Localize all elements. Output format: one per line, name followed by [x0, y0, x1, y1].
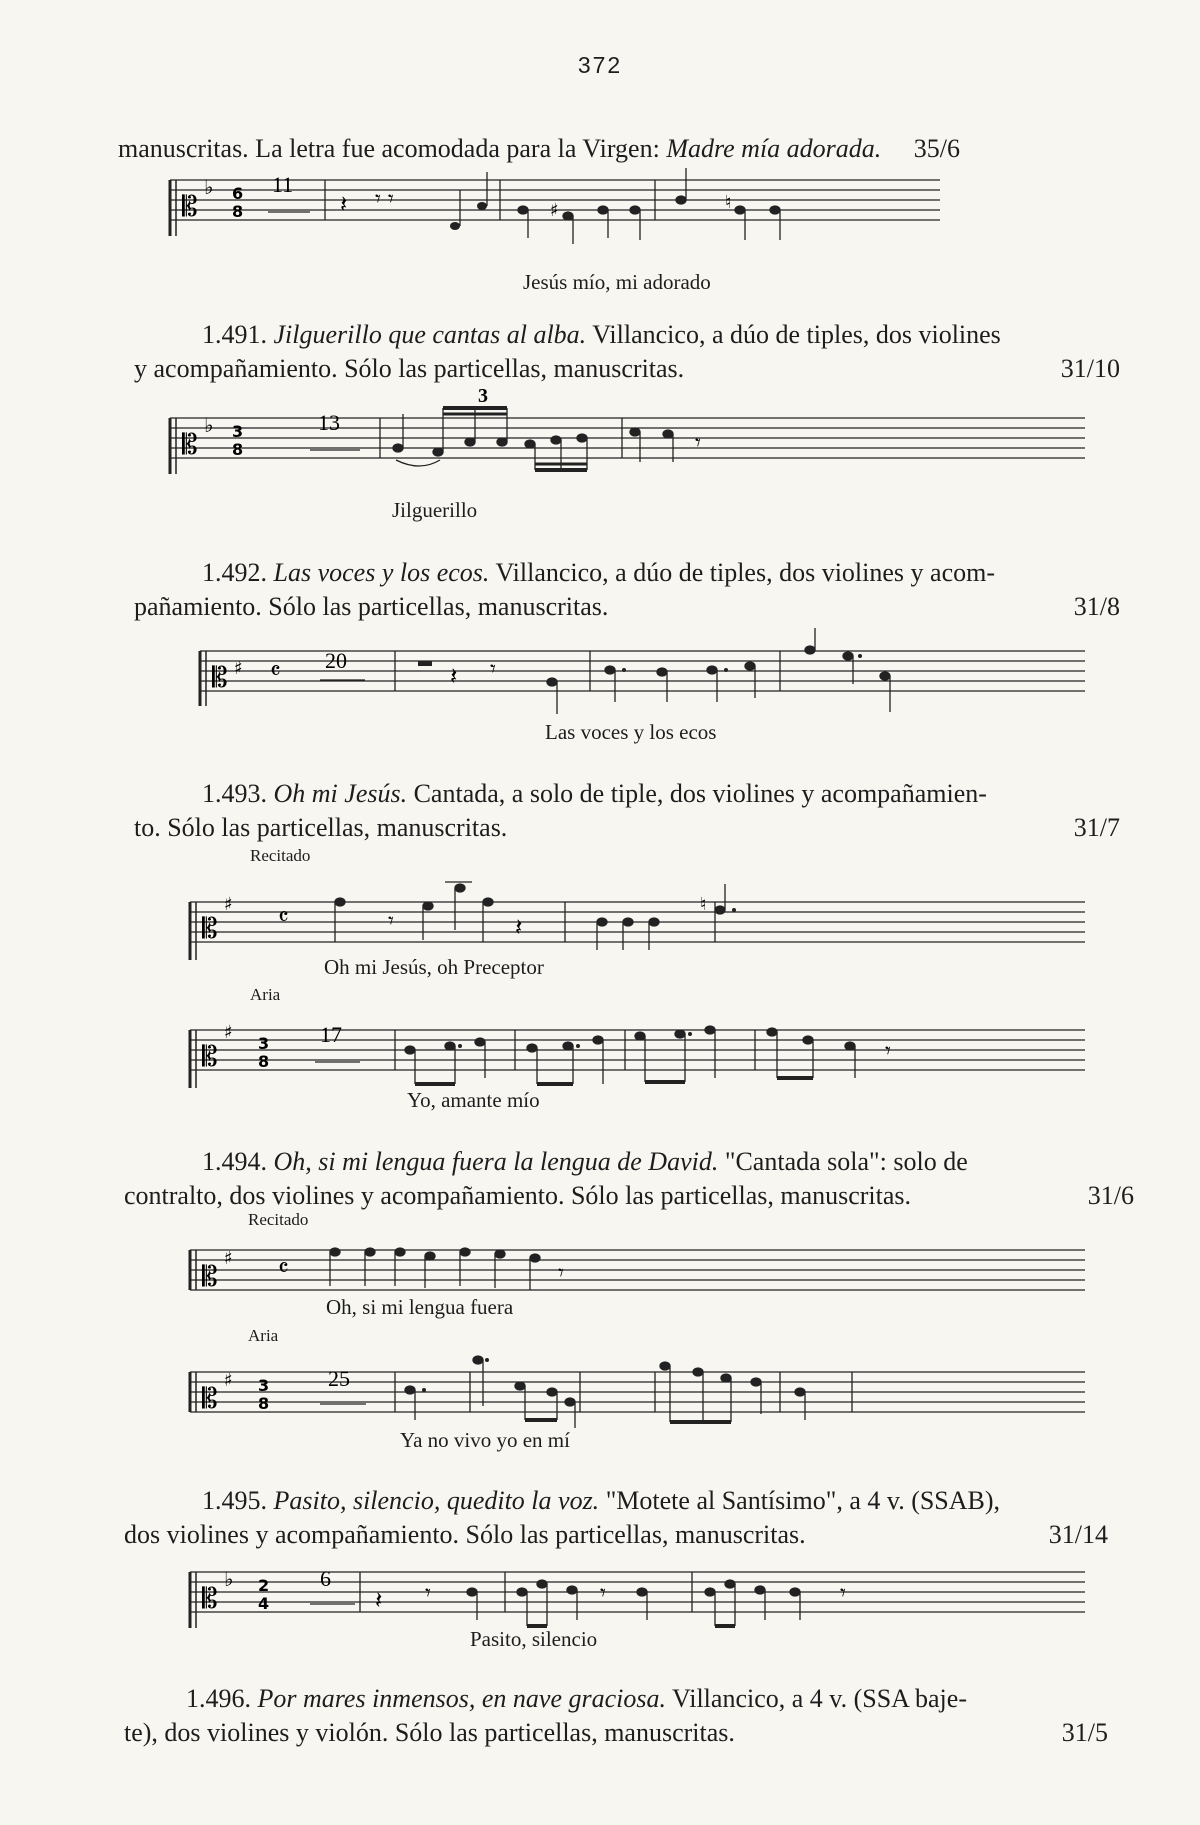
- entry-1494-line1: [202, 1147, 968, 1177]
- svg-text:𝄡: 𝄡: [202, 1040, 218, 1073]
- svg-text:♯: ♯: [550, 200, 559, 221]
- entry-reference: 31/8: [1073, 592, 1120, 621]
- music-incipit-madre-mia: [160, 166, 950, 246]
- incipit-lyric: Oh, si mi lengua fuera: [326, 1295, 514, 1319]
- measure-count: 20: [325, 648, 347, 673]
- intro-line: [118, 134, 881, 164]
- section-label-aria: Aria: [248, 1326, 279, 1345]
- intro-text: manuscritas. La letra fue acomodada para la Virgen:: [118, 134, 667, 163]
- measure-count: 25: [328, 1366, 350, 1391]
- svg-text:𝄾 𝄾: 𝄾 𝄾: [375, 187, 394, 212]
- svg-text:𝄴: 𝄴: [270, 659, 281, 685]
- svg-text:𝄡: 𝄡: [212, 661, 228, 694]
- entry-1493-line2: to. Sólo las particellas, manuscritas.: [134, 813, 508, 842]
- measure-count: 13: [318, 410, 340, 435]
- incipit-lyric: Jilguerillo: [392, 498, 478, 522]
- section-label-aria: Aria: [250, 985, 281, 1004]
- svg-text:𝄽: 𝄽: [450, 662, 458, 690]
- measure-count: 17: [320, 1022, 342, 1047]
- entry-number: 1.491.: [202, 320, 267, 349]
- music-incipit-oh-mi-jesus-recitado: [160, 870, 1090, 960]
- svg-text:𝄽: 𝄽: [515, 913, 523, 941]
- entry-number: 1.492.: [202, 558, 267, 587]
- entry-title: Por mares inmensos, en nave graciosa.: [257, 1684, 666, 1713]
- entry-reference: 31/14: [1048, 1520, 1108, 1549]
- intro-reference: 35/6: [913, 134, 960, 163]
- entry-description: "Motete al Santísimo", a 4 v. (SSAB),: [605, 1486, 1001, 1515]
- incipit-lyric: Ya no vivo yo en mí: [400, 1428, 570, 1452]
- music-incipit-oh-mi-jesus-aria: [160, 1008, 1090, 1098]
- incipit-lyric: Jesús mío, mi adorado: [523, 270, 711, 294]
- entry-reference: 31/6: [1087, 1181, 1134, 1210]
- svg-text:4: 4: [258, 1594, 270, 1613]
- music-incipit-oh-si-mi-lengua-aria: [160, 1346, 1090, 1436]
- incipit-lyric: Yo, amante mío: [407, 1088, 540, 1112]
- entry-1491-line1: [202, 320, 1001, 350]
- entry-reference: 31/10: [1060, 354, 1120, 383]
- entry-description: "Cantada sola": solo de: [724, 1147, 968, 1176]
- entry-number: 1.494.: [202, 1147, 267, 1176]
- svg-text:♭: ♭: [204, 413, 214, 437]
- entry-1491-line2: y acompañamiento. Sólo las particellas, manuscritas.: [134, 354, 685, 383]
- svg-text:3: 3: [232, 422, 244, 441]
- entry-1495-line2: dos violines y acompañamiento. Sólo las particellas, manuscritas.: [124, 1520, 806, 1549]
- entry-title: Jilguerillo que cantas al alba.: [273, 320, 587, 349]
- page-number: 372: [577, 52, 623, 78]
- entry-title: Pasito, silencio, quedito la voz.: [273, 1486, 600, 1515]
- tuplet-number: 3: [478, 385, 488, 407]
- entry-description: Villancico, a dúo de tiples, dos violines: [592, 320, 1001, 349]
- entry-reference: 31/5: [1061, 1718, 1108, 1747]
- svg-text:𝄾: 𝄾: [600, 1581, 606, 1606]
- svg-text:𝄡: 𝄡: [202, 912, 218, 945]
- svg-text:8: 8: [232, 202, 244, 221]
- svg-text:𝄽: 𝄽: [340, 190, 348, 218]
- svg-text:𝄡: 𝄡: [202, 1382, 218, 1415]
- svg-text:𝄡: 𝄡: [182, 428, 198, 461]
- svg-text:𝄾: 𝄾: [695, 431, 701, 456]
- section-label-recitado: Recitado: [250, 846, 311, 865]
- svg-text:3: 3: [258, 1376, 270, 1395]
- incipit-lyric: Oh mi Jesús, oh Preceptor: [324, 955, 544, 979]
- measure-count: 6: [320, 1566, 331, 1591]
- music-incipit-pasito-silencio: [160, 1548, 1090, 1638]
- svg-text:♭: ♭: [204, 175, 214, 199]
- svg-text:♭: ♭: [224, 1567, 234, 1591]
- entry-1496-line2: te), dos violines y violón. Sólo las particellas, manuscritas.: [124, 1718, 735, 1747]
- entry-number: 1.493.: [202, 779, 267, 808]
- svg-text:6: 6: [232, 184, 244, 203]
- entry-1492-line1: [202, 558, 995, 588]
- svg-text:3: 3: [258, 1034, 270, 1053]
- svg-text:♯: ♯: [224, 1370, 233, 1391]
- svg-text:𝄡: 𝄡: [202, 1582, 218, 1615]
- music-incipit-jilguerillo: [160, 385, 1090, 488]
- music-incipit-oh-si-mi-lengua-recitado: [160, 1230, 1090, 1320]
- svg-text:2: 2: [258, 1576, 270, 1595]
- svg-text:♯: ♯: [224, 894, 233, 915]
- svg-text:♯: ♯: [234, 658, 243, 679]
- svg-text:♮: ♮: [700, 894, 707, 915]
- svg-text:𝄾: 𝄾: [490, 657, 496, 682]
- entry-description: Cantada, a solo de tiple, dos violines y acompañamien-: [413, 779, 987, 808]
- svg-text:𝄽: 𝄽: [375, 1586, 383, 1614]
- svg-text:♮: ♮: [725, 192, 732, 213]
- entry-description: Villancico, a dúo de tiples, dos violines y acom-: [495, 558, 995, 587]
- incipit-lyric: Pasito, silencio: [470, 1627, 598, 1651]
- svg-text:𝄡: 𝄡: [202, 1260, 218, 1293]
- entry-title: Las voces y los ecos.: [273, 558, 490, 587]
- svg-text:8: 8: [258, 1052, 270, 1071]
- entry-number: 1.496.: [186, 1684, 251, 1713]
- svg-text:𝄾: 𝄾: [885, 1039, 891, 1064]
- entry-reference: 31/7: [1073, 813, 1120, 842]
- music-incipit-las-voces: [160, 626, 1090, 726]
- svg-text:𝄴: 𝄴: [278, 1256, 289, 1282]
- entry-title: Oh, si mi lengua fuera la lengua de David.: [273, 1147, 719, 1176]
- entry-1492-line2: pañamiento. Sólo las particellas, manuscritas.: [134, 592, 609, 621]
- svg-text:♯: ♯: [224, 1022, 233, 1043]
- measure-count: 11: [272, 172, 294, 197]
- entry-number: 1.495.: [202, 1486, 267, 1515]
- svg-text:𝄾: 𝄾: [425, 1581, 431, 1606]
- entry-1495-line1: [202, 1486, 1000, 1516]
- incipit-lyric: Las voces y los ecos: [545, 720, 717, 744]
- intro-title: Madre mía adorada.: [666, 134, 882, 163]
- svg-text:𝄴: 𝄴: [278, 905, 289, 931]
- svg-text:8: 8: [232, 440, 244, 459]
- svg-text:𝄾: 𝄾: [840, 1581, 846, 1606]
- svg-text:𝄾: 𝄾: [388, 909, 394, 934]
- entry-description: Villancico, a 4 v. (SSA baje-: [672, 1684, 967, 1713]
- svg-text:♯: ♯: [224, 1248, 233, 1269]
- entry-title: Oh mi Jesús.: [273, 779, 408, 808]
- svg-text:𝄾: 𝄾: [558, 1261, 564, 1286]
- entry-1494-line2: contralto, dos violines y acompañamiento. Sólo las particellas, manuscritas.: [124, 1181, 912, 1210]
- section-label-recitado: Recitado: [248, 1210, 309, 1229]
- svg-text:𝄡: 𝄡: [182, 190, 198, 223]
- svg-text:8: 8: [258, 1394, 270, 1413]
- entry-1496-line1: [186, 1684, 967, 1714]
- entry-1493-line1: [202, 779, 987, 809]
